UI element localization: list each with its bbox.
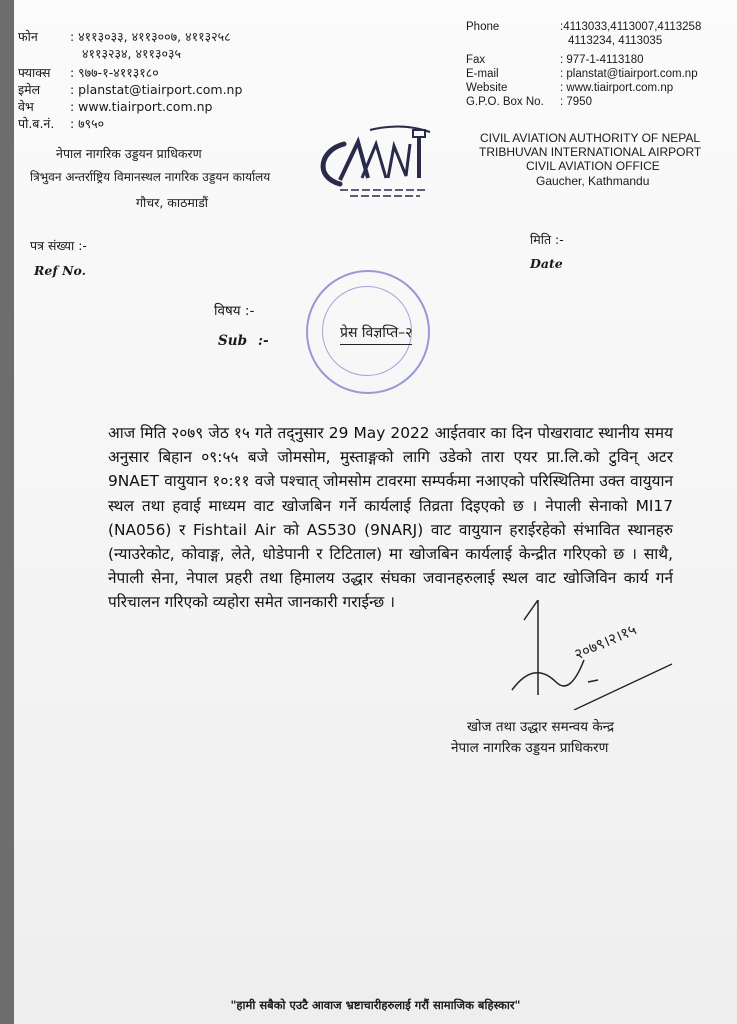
org-line3-np: गौचर, काठमाडौं bbox=[136, 195, 209, 210]
signatory-line2: नेपाल नागरिक उड्डयन प्राधिकरण bbox=[451, 740, 609, 756]
caan-logo-icon bbox=[310, 122, 440, 202]
subject-label-np: विषय :- bbox=[214, 303, 255, 319]
org-line2-en: TRIBHUVAN INTERNATIONAL AIRPORT bbox=[479, 145, 702, 159]
header-contact-np bbox=[18, 28, 242, 132]
fax-value-np: : ९७७-१-४११३१८० bbox=[70, 65, 159, 80]
phone-value2-np: ४११३२३४, ४११३०३५ bbox=[82, 46, 181, 61]
phone-value2-en: 4113234, 4113035 bbox=[568, 35, 663, 47]
org-line1-np: नेपाल नागरिक उड्डयन प्राधिकरण bbox=[56, 146, 202, 161]
ref-label-np: पत्र संख्या :- bbox=[30, 238, 87, 253]
phone-value-en: :4113033,4113007,4113258 bbox=[560, 21, 702, 33]
pobox-label-np: पो.ब.नं. bbox=[18, 116, 55, 131]
pobox-value-en: : 7950 bbox=[560, 96, 592, 108]
email-label-np: इमेल bbox=[18, 82, 41, 97]
caan-logo bbox=[310, 122, 440, 202]
header-contact-en bbox=[466, 20, 701, 109]
phone-label-np: फोन bbox=[18, 29, 38, 44]
web-value-en: : www.tiairport.com.np bbox=[560, 82, 674, 94]
org-line4-en: Gaucher, Kathmandu bbox=[536, 174, 650, 188]
ref-label-en: Ref No. bbox=[34, 263, 86, 278]
fax-label-en: Fax bbox=[466, 54, 486, 66]
email-label-en: E-mail bbox=[466, 68, 499, 80]
date-label-np: मिति :- bbox=[530, 232, 564, 247]
fax-value-en: : 977-1-4113180 bbox=[560, 54, 644, 66]
email-value-en: : planstat@tiairport.com.np bbox=[560, 68, 698, 80]
signatory-line1: खोज तथा उद्धार समन्वय केन्द्र bbox=[467, 719, 615, 735]
letter-paper bbox=[14, 0, 737, 1024]
press-release-body: आज मिति २०७९ जेठ १५ गते तद्नुसार 29 May 2022 आईतवार का दिन पोखरावाट स्थानीय समय अनुसार बिहान ०९:५५ बजे जोमसोम, मुस्ताङ्गको लागि उडेको तारा एयर प्रा.लि.को टुविन् अटर 9NAET वायुयान १०:११ वजे पश्चात् जोमसोम टावरमा सम्पर्कमा नआएको परिस्थितिमा उक्त वायुयान स्थल तथा हवाई माध्यम वाट खोजबिन गर्ने कार्यलाई तिव्रता दिइएको छ । नेपाली सेनाको MI17 (NA056) र Fishtail Air को AS530 (9NARJ) वाट वायुयान हराईरहेको संभावित स्थानहरु (न्याउरेकोट, कोवाङ्ग, लेते, धोडेपानी र टिटिताल) मा खोजबिन कार्यलाई केन्द्रीत गरिएको छ । साथै, नेपाली सेना, नेपाल प्रहरी तथा हिमालय उद्धार संघका जवानहरुलाई स्थल वाट खोजिविन कार्य गर्न परिचालन गरिएको व्यहोरा समेत जानकारी गराईन्छ । bbox=[108, 424, 673, 612]
phone-label-en: Phone bbox=[466, 21, 500, 33]
pobox-label-en: G.P.O. Box No. bbox=[466, 96, 544, 108]
subject-value: प्रेस विज्ञप्ति–२ bbox=[340, 325, 412, 345]
email-value-np: : planstat@tiairport.com.np bbox=[70, 82, 243, 97]
web-label-en: Website bbox=[466, 82, 508, 94]
org-line2-np: त्रिभुवन अन्तर्राष्ट्रिय विमानस्थल नागरिक उड्डयन कार्यालय bbox=[30, 170, 271, 184]
handwritten-date: २०७९।२।१५ bbox=[571, 620, 640, 664]
phone-value-np: : ४११३०३३, ४११३००७, ४११३२५८ bbox=[70, 29, 231, 44]
subject-label-en: Sub bbox=[218, 333, 248, 349]
org-line1-en: CIVIL AVIATION AUTHORITY OF NEPAL bbox=[480, 131, 701, 145]
footer-slogan: "हामी सबैको एउटै आवाज भ्रष्टाचारीहरुलाई गरौं सामाजिक बहिस्कार" bbox=[230, 998, 521, 1012]
pobox-value-np: : ७९५० bbox=[70, 116, 105, 131]
date-label-en: Date bbox=[530, 256, 563, 271]
web-label-np: वेभ bbox=[18, 99, 34, 114]
org-line3-en: CIVIL AVIATION OFFICE bbox=[526, 159, 660, 173]
fax-label-np: फ्याक्स bbox=[18, 65, 51, 80]
subject-colon: :- bbox=[258, 333, 269, 349]
web-value-np: : www.tiairport.com.np bbox=[70, 99, 213, 114]
